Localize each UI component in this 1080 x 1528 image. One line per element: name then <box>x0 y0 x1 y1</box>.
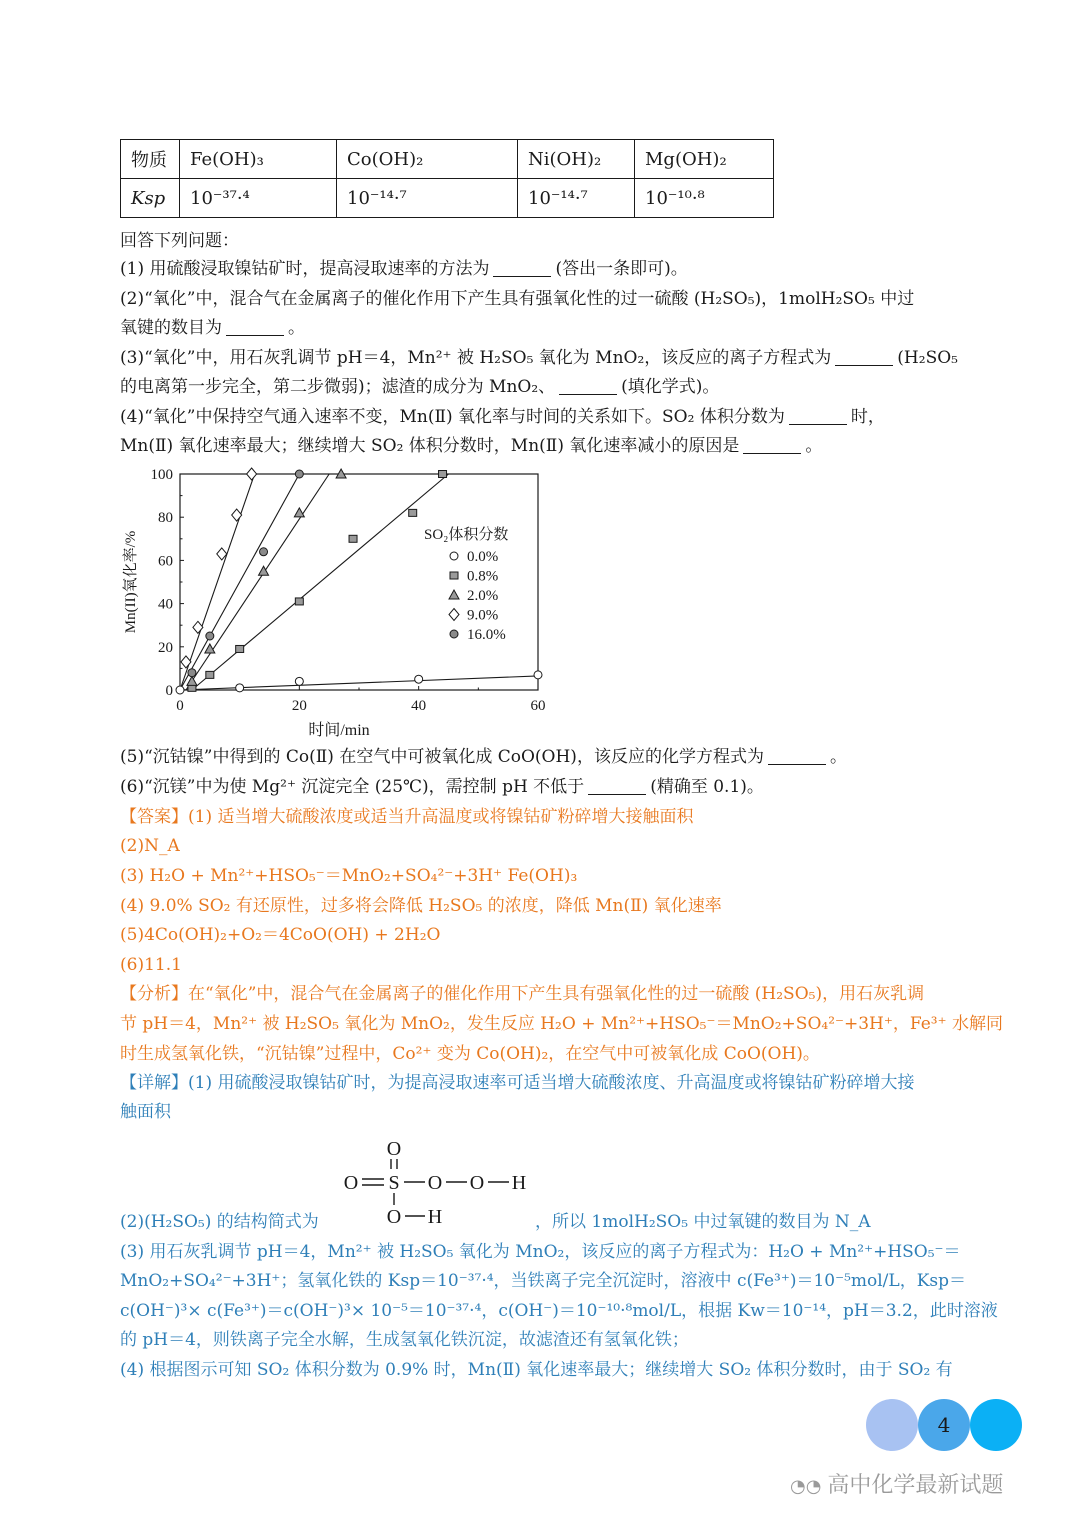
detail-line-5: MnO₂+SO₄²⁻+3H⁺；氢氧化铁的 Ksp＝10⁻³⁷·⁴，当铁离子完全沉淀时，溶液中 c(Fe³⁺)＝10⁻⁵mol/L，Ksp＝ <box>120 1271 966 1291</box>
question-4-line-1 <box>120 405 1000 429</box>
legend-marker <box>449 590 459 599</box>
question-1 <box>120 257 1000 281</box>
data-point <box>294 508 304 517</box>
y-tick-label: 40 <box>158 596 173 613</box>
trend-line <box>192 474 449 690</box>
table-cell: Fe(OH)₃ <box>180 140 337 179</box>
data-point <box>236 645 244 652</box>
data-point <box>236 684 244 692</box>
table-cell: 10⁻¹⁰·⁸ <box>635 179 774 218</box>
legend-label: 9.0% <box>467 607 499 624</box>
questions-intro: 回答下列问题： <box>120 231 239 251</box>
page-badge-left <box>866 1399 918 1451</box>
data-point <box>176 686 184 694</box>
data-point <box>193 621 203 633</box>
atom-label: O <box>469 1172 485 1194</box>
question-text: (5)“沉钴镍”中得到的 Co(Ⅱ) 在空气中可被氧化成 CoO(OH)，该反应的化学方程式为 <box>120 747 764 767</box>
answer-blank <box>493 260 551 277</box>
answer-blank <box>743 437 801 454</box>
data-point <box>415 675 423 683</box>
answer-blank <box>835 349 893 366</box>
question-text: (精确至 0.1)。 <box>650 777 764 797</box>
question-text: 。 <box>805 436 823 456</box>
detail-line-4: (3) 用石灰乳调节 pH＝4，Mn²⁺ 被 H₂SO₅ 氧化为 MnO₂，该反应的离子方程式为：H₂O + Mn²⁺+HSO₅⁻＝ <box>120 1242 961 1262</box>
y-tick-label: 20 <box>158 639 173 656</box>
data-point <box>260 548 268 556</box>
question-text: (3)“氧化”中，用石灰乳调节 pH＝4，Mn²⁺ 被 H₂SO₅ 氧化为 MnO₂，该反应的离子方程式为 <box>120 348 832 368</box>
question-text: (4)“氧化”中保持空气通入速率不变，Mn(Ⅱ) 氧化率与时间的关系如下。SO₂ 体积分数为 <box>120 407 785 427</box>
answer-3: (3) H₂O + Mn²⁺+HSO₅⁻＝MnO₂+SO₄²⁻+3H⁺ Fe(OH)₃ <box>120 866 578 886</box>
data-point <box>534 671 542 679</box>
question-3-line-1 <box>120 346 1000 370</box>
answer-blank <box>226 319 284 336</box>
legend-marker <box>450 630 458 638</box>
legend-label: 0.8% <box>467 568 499 585</box>
x-axis-label: 时间/min <box>308 722 370 739</box>
x-tick-label: 20 <box>291 698 307 714</box>
atom-label: O <box>343 1172 359 1194</box>
table-cell: Ksp <box>121 179 180 218</box>
question-text: 的电离第一步完全，第二步微弱)；滤渣的成分为 MnO₂、 <box>120 377 556 397</box>
x-tick-label: 40 <box>411 698 427 714</box>
data-point <box>188 669 196 677</box>
question-2-line-1: (2)“氧化”中，混合气在金属离子的催化作用下产生具有强氧化性的过一硫酸 (H₂SO₅)，1molH₂SO₅ 中过 <box>120 289 915 309</box>
detail-line-3-a: (2)(H₂SO₅) 的结构简式为 <box>120 1212 319 1232</box>
data-point <box>409 509 417 516</box>
y-axis-label: Mn(II)氧化率/% <box>123 530 139 634</box>
analysis-line-3: 时生成氢氧化铁，“沉钴镍”过程中，Co²⁺ 变为 Co(OH)₂，在空气中可被氧化成 CoO(OH)。 <box>120 1044 820 1064</box>
y-tick-label: 80 <box>158 510 173 527</box>
question-text: 。 <box>829 747 847 767</box>
watermark-text: 高中化学最新试题 <box>827 1473 1004 1498</box>
detail-line-6: c(OH⁻)³× c(Fe³⁺)＝c(OH⁻)³× 10⁻⁵＝10⁻³⁷·⁴，c(OH⁻)＝10⁻¹⁰·⁸mol/L，根据 Kw＝10⁻¹⁴，pH＝3.2，此时溶液 <box>120 1301 998 1321</box>
trend-line <box>180 474 255 690</box>
atom-label: H <box>511 1172 527 1194</box>
table-row <box>121 179 774 218</box>
data-point <box>187 676 197 685</box>
answer-blank <box>768 748 826 765</box>
oxidation-rate-chart <box>115 462 565 742</box>
y-tick-label: 0 <box>165 683 173 699</box>
answer-5: (5)4Co(OH)₂+O₂＝4CoO(OH) + 2H₂O <box>120 925 441 945</box>
data-point <box>295 598 303 605</box>
question-text: Mn(Ⅱ) 氧化速率最大；继续增大 SO₂ 体积分数时，Mn(Ⅱ) 氧化速率减小的原因是 <box>120 436 740 456</box>
answer-2: (2)N_A <box>120 836 180 856</box>
question-text: 氧键的数目为 <box>120 318 222 338</box>
question-text: (答出一条即可)。 <box>555 259 688 279</box>
legend-marker <box>450 572 458 579</box>
detail-line-1: 【详解】(1) 用硫酸浸取镍钴矿时，为提高浸取速率可适当增大硫酸浓度、升高温度或将镍钴矿粉碎增大接 <box>120 1073 915 1093</box>
data-point <box>206 671 214 678</box>
question-6 <box>120 775 1000 799</box>
table-cell: Mg(OH)₂ <box>635 140 774 179</box>
data-point <box>247 468 257 480</box>
data-point <box>439 471 447 478</box>
table-row <box>121 140 774 179</box>
data-point <box>181 656 191 668</box>
question-text: (填化学式)。 <box>621 377 720 397</box>
question-4-line-2 <box>120 434 1000 458</box>
legend-title: SO₂体积分数 <box>424 527 509 543</box>
answer-blank <box>559 378 617 395</box>
question-3-line-2 <box>120 375 1000 399</box>
legend-marker <box>450 552 458 560</box>
watermark <box>790 1468 1003 1499</box>
atom-label: O <box>386 1138 402 1160</box>
question-text: (H₂SO₅ <box>897 348 958 368</box>
answer-1: 【答案】(1) 适当增大硫酸浓度或适当升高温度或将镍钴矿粉碎增大接触面积 <box>120 807 694 827</box>
legend-label: 2.0% <box>467 588 499 604</box>
detail-line-7: 的 pH＝4，则铁离子完全水解，生成氢氧化铁沉淀，故滤渣还有氢氧化铁； <box>120 1330 689 1350</box>
y-tick-label: 60 <box>158 553 173 570</box>
wechat-icon: ◔◔ <box>790 1476 822 1497</box>
atom-label: S <box>388 1172 400 1194</box>
atom-label: H <box>427 1206 443 1228</box>
answer-blank <box>588 778 646 795</box>
atom-label: O <box>427 1172 443 1194</box>
data-point <box>295 677 303 685</box>
trend-line <box>180 474 299 690</box>
answer-4: (4) 9.0% SO₂ 有还原性，过多将会降低 H₂SO₅ 的浓度，降低 Mn(Ⅱ) 氧化速率 <box>120 896 722 916</box>
question-text: (6)“沉镁”中为使 Mg²⁺ 沉淀完全 (25℃)，需控制 pH 不低于 <box>120 777 585 797</box>
detail-line-3-b: ，所以 1molH₂SO₅ 中过氧键的数目为 N_A <box>535 1212 871 1232</box>
detail-line-2: 触面积 <box>120 1102 171 1122</box>
data-point <box>349 535 357 542</box>
table-cell: 10⁻¹⁴·⁷ <box>337 179 518 218</box>
table-cell: Co(OH)₂ <box>337 140 518 179</box>
answer-6: (6)11.1 <box>120 955 182 975</box>
question-text: 。 <box>288 318 305 338</box>
y-tick-label: 100 <box>150 467 173 483</box>
trend-line <box>186 474 329 690</box>
answer-blank <box>789 408 847 425</box>
analysis-line-2: 节 pH＝4，Mn²⁺ 被 H₂SO₅ 氧化为 MnO₂，发生反应 H₂O + Mn²⁺+HSO₅⁻＝MnO₂+SO₄²⁻+3H⁺，Fe³⁺ 水解同 <box>120 1014 1003 1034</box>
question-5 <box>120 745 1000 769</box>
table-cell: 10⁻³⁷·⁴ <box>180 179 337 218</box>
legend-marker <box>449 609 459 621</box>
table-cell: 物质 <box>121 140 180 179</box>
data-point <box>295 470 303 478</box>
page-badge-right <box>970 1399 1022 1451</box>
question-text: (1) 用硫酸浸取镍钴矿时，提高浸取速率的方法为 <box>120 259 490 279</box>
data-point <box>206 632 214 640</box>
x-tick-label: 0 <box>176 698 184 714</box>
h2so5-structure-formula <box>335 1135 545 1235</box>
data-point <box>232 509 242 521</box>
question-text: 时， <box>850 407 885 427</box>
page-number: 4 <box>918 1399 970 1451</box>
table-cell: 10⁻¹⁴·⁷ <box>518 179 635 218</box>
atom-label: O <box>386 1206 402 1228</box>
analysis-line-1: 【分析】在“氧化”中，混合气在金属离子的催化作用下产生具有强氧化性的过一硫酸 (H₂SO₅)，用石灰乳调 <box>120 984 925 1004</box>
legend-label: 16.0% <box>467 627 506 643</box>
table-cell: Ni(OH)₂ <box>518 140 635 179</box>
x-tick-label: 60 <box>530 698 546 714</box>
legend-label: 0.0% <box>467 549 499 565</box>
question-2-line-2 <box>120 316 1000 340</box>
detail-line-8: (4) 根据图示可知 SO₂ 体积分数为 0.9% 时，Mn(Ⅱ) 氧化速率最大；继续增大 SO₂ 体积分数时，由于 SO₂ 有 <box>120 1360 953 1380</box>
ksp-table <box>120 139 774 218</box>
